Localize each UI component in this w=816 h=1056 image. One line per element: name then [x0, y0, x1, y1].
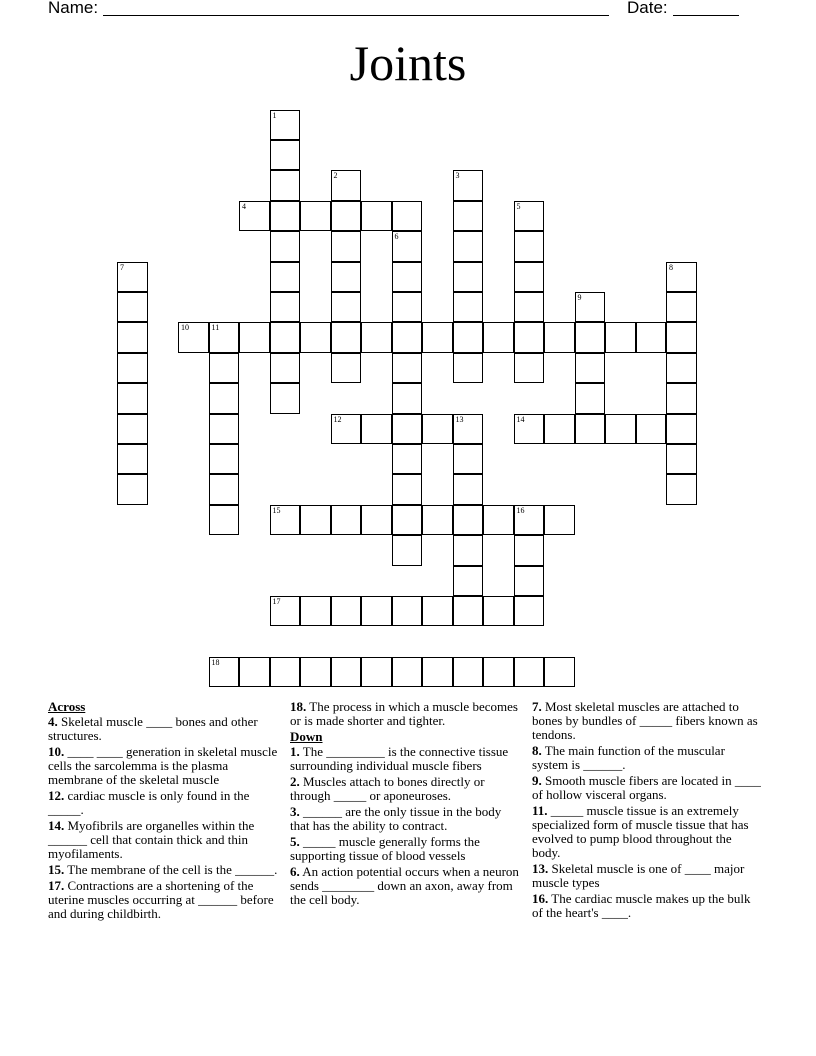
grid-cell[interactable] [575, 292, 606, 323]
clue [290, 775, 520, 803]
clue-num: 11. [532, 803, 548, 818]
grid-cell[interactable] [392, 535, 423, 566]
grid-cell[interactable] [361, 657, 392, 688]
grid-cell[interactable] [422, 596, 453, 627]
clue-number: 16 [516, 505, 525, 515]
grid-cell[interactable] [453, 170, 484, 201]
grid-cell[interactable] [636, 414, 667, 445]
clues-column-2 [290, 700, 520, 909]
grid-cell[interactable] [239, 657, 270, 688]
grid-cell[interactable] [270, 170, 301, 201]
clue-number: 3 [455, 171, 460, 181]
grid-cell[interactable] [575, 383, 606, 414]
grid-cell[interactable] [117, 444, 148, 475]
grid-cell[interactable] [300, 596, 331, 627]
clue-number: 9 [577, 292, 582, 302]
grid-cell[interactable] [270, 262, 301, 293]
grid-cell[interactable] [239, 201, 270, 232]
grid-cell[interactable] [361, 596, 392, 627]
clue-text: The process in which a muscle becomes or is made shorter and tighter. [290, 699, 518, 728]
clue-num: 17. [48, 878, 65, 893]
grid-cell[interactable] [666, 444, 697, 475]
grid-cell[interactable] [209, 322, 240, 353]
grid-cell[interactable] [270, 292, 301, 323]
grid-cell[interactable] [453, 657, 484, 688]
grid-cell[interactable] [575, 353, 606, 384]
grid-cell[interactable] [392, 474, 423, 505]
date-label: Date: [627, 0, 668, 17]
grid-cell[interactable] [453, 535, 484, 566]
grid-cell[interactable] [331, 292, 362, 323]
grid-cell[interactable] [331, 322, 362, 353]
grid-cell[interactable] [209, 414, 240, 445]
grid-cell[interactable] [483, 505, 514, 536]
grid-cell[interactable] [453, 231, 484, 262]
grid-cell[interactable] [270, 231, 301, 262]
clue [48, 819, 280, 861]
grid-cell[interactable] [392, 201, 423, 232]
clue [48, 789, 280, 817]
clue-num: 14. [48, 818, 65, 833]
clue-text: Skeletal muscle is one of ____ major muscle types [532, 861, 745, 890]
grid-cell[interactable] [392, 505, 423, 536]
clue-text: The _________ is the connective tissue surrounding individual muscle fibers [290, 744, 509, 773]
clue-num: 12. [48, 788, 65, 803]
grid-cell[interactable] [239, 322, 270, 353]
grid-cell[interactable] [453, 201, 484, 232]
grid-cell[interactable] [209, 505, 240, 536]
grid-cell[interactable] [270, 140, 301, 171]
grid-cell[interactable] [422, 322, 453, 353]
grid-cell[interactable] [483, 596, 514, 627]
clue-number: 7 [120, 262, 124, 272]
grid-cell[interactable] [117, 322, 148, 353]
clue-num: 8. [532, 743, 542, 758]
grid-cell[interactable] [483, 657, 514, 688]
clue [290, 805, 520, 833]
grid-cell[interactable] [270, 201, 301, 232]
clue-num: 6. [290, 864, 300, 879]
clue-num: 18. [290, 699, 307, 714]
clue-number: 15 [272, 505, 281, 515]
clue-text: Most skeletal muscles are attached to bones by bundles of _____ fibers known as tendons. [532, 699, 758, 742]
grid-cell[interactable] [605, 322, 636, 353]
grid-cell[interactable] [453, 353, 484, 384]
grid-cell[interactable] [514, 262, 545, 293]
grid-cell[interactable] [605, 414, 636, 445]
grid-cell[interactable] [544, 414, 575, 445]
grid-cell[interactable] [361, 322, 392, 353]
grid-cell[interactable] [453, 505, 484, 536]
grid-cell[interactable] [392, 414, 423, 445]
grid-cell[interactable] [666, 353, 697, 384]
clue-num: 13. [532, 861, 549, 876]
grid-cell[interactable] [270, 110, 301, 141]
grid-cell[interactable] [331, 353, 362, 384]
clue-text: An action potential occurs when a neuron sends ________ down an axon, away from the cell body. [290, 864, 519, 907]
grid-cell[interactable] [270, 353, 301, 384]
clue-number: 1 [272, 110, 277, 120]
grid-cell[interactable] [392, 596, 423, 627]
grid-cell[interactable] [453, 322, 484, 353]
name-label: Name: [48, 0, 99, 17]
grid-cell[interactable] [209, 657, 240, 688]
grid-cell[interactable] [514, 353, 545, 384]
clue-number: 11 [211, 323, 220, 333]
grid-cell[interactable] [453, 262, 484, 293]
grid-cell[interactable] [666, 262, 697, 293]
clue [290, 700, 520, 728]
grid-cell[interactable] [666, 383, 697, 414]
clue [48, 879, 280, 921]
grid-cell[interactable] [514, 596, 545, 627]
clue-num: 2. [290, 774, 300, 789]
grid-cell[interactable] [117, 262, 148, 293]
grid-cell[interactable] [209, 474, 240, 505]
clue [290, 745, 520, 773]
grid-cell[interactable] [453, 566, 484, 597]
grid-cell[interactable] [544, 505, 575, 536]
clue-num: 4. [48, 714, 58, 729]
grid-cell[interactable] [514, 657, 545, 688]
clue [290, 835, 520, 863]
grid-cell[interactable] [270, 322, 301, 353]
grid-cell[interactable] [392, 262, 423, 293]
grid-cell[interactable] [483, 322, 514, 353]
clue-num: 16. [532, 891, 549, 906]
grid-cell[interactable] [331, 170, 362, 201]
clue-number: 10 [181, 323, 189, 333]
clue-number: 5 [516, 201, 521, 211]
grid-cell[interactable] [178, 322, 209, 353]
grid-cell[interactable] [331, 657, 362, 688]
clue [48, 715, 280, 743]
grid-cell[interactable] [666, 292, 697, 323]
grid-cell[interactable] [666, 322, 697, 353]
grid-cell[interactable] [514, 414, 545, 445]
grid-cell[interactable] [392, 657, 423, 688]
section-heading: Down [290, 729, 323, 744]
grid-cell[interactable] [575, 414, 606, 445]
clue-text: The membrane of the cell is the ______. [67, 862, 278, 877]
grid-cell[interactable] [300, 322, 331, 353]
clues-column-3 [532, 700, 762, 922]
clue-num: 9. [532, 773, 542, 788]
clue-num: 7. [532, 699, 542, 714]
grid-cell[interactable] [331, 596, 362, 627]
clue-number: 6 [394, 232, 399, 242]
grid-cell[interactable] [331, 505, 362, 536]
grid-cell[interactable] [117, 353, 148, 384]
clue-text: The cardiac muscle makes up the bulk of the heart's ____. [532, 891, 751, 920]
grid-cell[interactable] [453, 474, 484, 505]
grid-cell[interactable] [300, 505, 331, 536]
grid-cell[interactable] [453, 596, 484, 627]
grid-cell[interactable] [514, 231, 545, 262]
clue [532, 862, 762, 890]
grid-cell[interactable] [575, 322, 606, 353]
clue [532, 774, 762, 802]
clue-number: 18 [211, 657, 220, 667]
grid-cell[interactable] [117, 414, 148, 445]
grid-cell[interactable] [270, 383, 301, 414]
grid-cell[interactable] [514, 292, 545, 323]
clue-text: ____ ____ generation in skeletal muscle cells the sarcolemma is the plasma membrane of the skeletal muscle [48, 744, 278, 787]
clue-number: 14 [516, 414, 525, 424]
clue-text: Myofibrils are organelles within the ______ cell that contain thick and thin myofilaments. [48, 818, 255, 861]
clue-num: 10. [48, 744, 65, 759]
grid-cell[interactable] [270, 657, 301, 688]
grid-cell[interactable] [331, 201, 362, 232]
clue [290, 865, 520, 907]
grid-cell[interactable] [117, 383, 148, 414]
grid-cell[interactable] [300, 201, 331, 232]
grid-cell[interactable] [544, 657, 575, 688]
clue-number: 2 [333, 171, 338, 181]
grid-cell[interactable] [422, 505, 453, 536]
clue [532, 744, 762, 772]
grid-cell[interactable] [514, 322, 545, 353]
clue-num: 5. [290, 834, 300, 849]
clue-num: 15. [48, 862, 65, 877]
clue [532, 892, 762, 920]
clue-text: _____ muscle generally forms the supporting tissue of blood vessels [290, 834, 480, 863]
grid-cell[interactable] [209, 353, 240, 384]
clues-column-1 [48, 700, 280, 923]
grid-cell[interactable] [514, 535, 545, 566]
clue-text: The main function of the muscular system is ______. [532, 743, 725, 772]
clue-num: 3. [290, 804, 300, 819]
grid-cell[interactable] [453, 444, 484, 475]
grid-cell[interactable] [392, 444, 423, 475]
clue-number: 13 [455, 414, 464, 424]
grid-cell[interactable] [392, 383, 423, 414]
grid-cell[interactable] [270, 505, 301, 536]
grid-cell[interactable] [666, 414, 697, 445]
clue-text: Skeletal muscle ____ bones and other structures. [48, 714, 258, 743]
grid-cell[interactable] [209, 444, 240, 475]
grid-cell[interactable] [422, 414, 453, 445]
clue-number: 12 [333, 414, 342, 424]
clue [532, 700, 762, 742]
clue [48, 863, 280, 877]
grid-cell[interactable] [300, 657, 331, 688]
grid-cell[interactable] [392, 353, 423, 384]
grid-cell[interactable] [392, 292, 423, 323]
grid-cell[interactable] [666, 474, 697, 505]
grid-cell[interactable] [117, 474, 148, 505]
grid-cell[interactable] [331, 414, 362, 445]
clue-number: 8 [669, 262, 673, 272]
clue-text: _____ muscle tissue is an extremely specialized form of muscle tissue that has evolved to pump blood throughout the body. [532, 803, 749, 860]
grid-cell[interactable] [361, 414, 392, 445]
clue-text: Contractions are a shortening of the uterine muscles occurring at ______ before and during childbirth. [48, 878, 274, 921]
grid-cell[interactable] [392, 322, 423, 353]
clue-text: ______ are the only tissue in the body that has the ability to contract. [290, 804, 502, 833]
clue-num: 1. [290, 744, 300, 759]
grid-cell[interactable] [453, 292, 484, 323]
clue-text: Smooth muscle fibers are located in ____ of hollow visceral organs. [532, 773, 761, 802]
clue [532, 804, 762, 860]
grid-cell[interactable] [331, 231, 362, 262]
grid-cell[interactable] [392, 231, 423, 262]
clue-number: 4 [242, 201, 246, 211]
section-heading: Across [48, 699, 86, 714]
page-title: Joints [349, 35, 467, 91]
grid-cell[interactable] [514, 505, 545, 536]
clue [48, 745, 280, 787]
grid-cell[interactable] [361, 201, 392, 232]
grid-cell[interactable] [361, 505, 392, 536]
grid-cell[interactable] [331, 262, 362, 293]
clue-number: 17 [272, 596, 281, 606]
clue-text: cardiac muscle is only found in the _____. [48, 788, 250, 817]
grid-cell[interactable] [453, 414, 484, 445]
grid-cell[interactable] [544, 322, 575, 353]
grid-cell[interactable] [636, 322, 667, 353]
grid-cell[interactable] [270, 596, 301, 627]
grid-cell[interactable] [514, 566, 545, 597]
grid-cell[interactable] [117, 292, 148, 323]
grid-cell[interactable] [422, 657, 453, 688]
grid-cell[interactable] [514, 201, 545, 232]
grid-cell[interactable] [209, 383, 240, 414]
clue-text: Muscles attach to bones directly or through _____ or aponeuroses. [290, 774, 485, 803]
